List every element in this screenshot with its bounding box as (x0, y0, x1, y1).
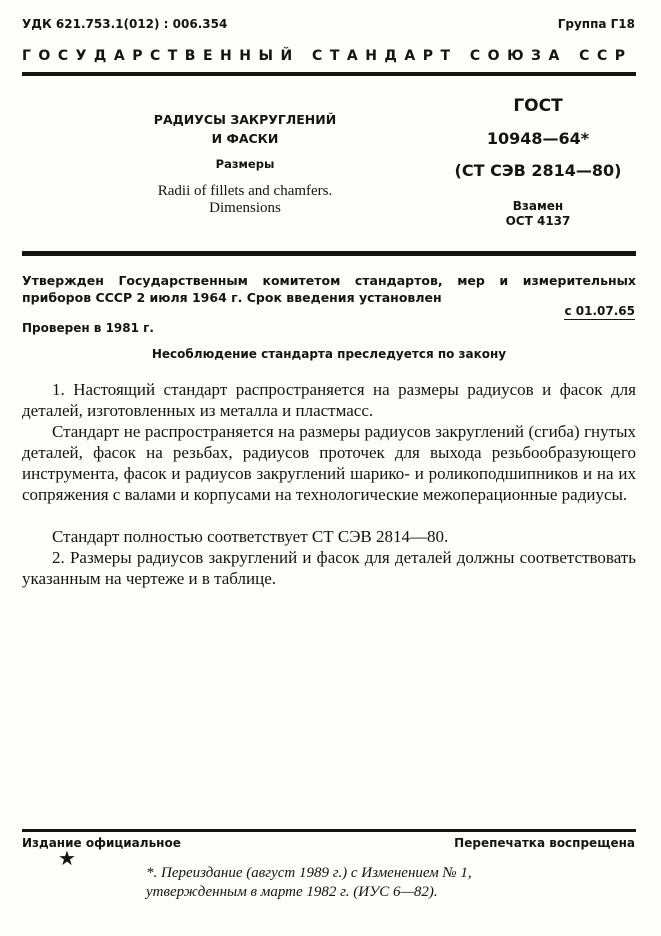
gost-number: 10948—64* (486, 129, 590, 148)
paragraph-3: Стандарт полностью соответствует СТ СЭВ 2814—80. (52, 527, 449, 546)
title-ru-subtitle: Размеры (215, 157, 275, 171)
title-en-line2: Dimensions (209, 200, 281, 216)
official-edition-label: Издание официальное (22, 836, 181, 850)
title-ru-line2: И ФАСКИ (211, 131, 279, 146)
st-sev-number: (СТ СЭВ 2814—80) (454, 161, 622, 180)
title-rule (22, 251, 636, 256)
checked-date: Проверен в 1981 г. (22, 321, 154, 335)
gost-label: ГОСТ (513, 96, 563, 116)
udk-code: УДК 621.753.1(012) : 006.354 (22, 17, 228, 31)
replaces-label: Взамен (512, 199, 564, 213)
header-rule (22, 72, 636, 76)
reprint-prohibited-label: Перепечатка воспрещена (454, 836, 635, 850)
footer-rule (22, 829, 636, 832)
approval-text: Утвержден Государственным комитетом стандартов, мер и измерительных приборов СССР 2 июля 1964 г. Срок введения установлен (22, 273, 636, 305)
title-ru-line1: РАДИУСЫ ЗАКРУГЛЕНИЙ (153, 112, 337, 127)
title-en-line1: Radii of fillets and chamfers. (157, 183, 333, 199)
group-code: Группа Г18 (557, 17, 635, 31)
paragraph-1: 1. Настоящий стандарт распространяется на размеры радиусов и фасок для деталей, изготовленных из металла и пластмасс. (22, 380, 636, 420)
star-icon: ★ (58, 846, 76, 870)
paragraph-4: 2. Размеры радиусов закруглений и фасок для деталей должны соответствовать указанным на чертеже и в таблице. (22, 548, 636, 588)
state-standard-heading: ГОСУДАРСТВЕННЫЙ СТАНДАРТ СОЮЗА ССР (22, 48, 633, 64)
replaces-value: ОСТ 4137 (505, 214, 571, 228)
paragraph-2: Стандарт не распространяется на размеры радиусов закруглений (сгиба) гнутых деталей, фасок на резьбах, радиусов проточек для выхода резьбообразующего инструмента, фасок и радиусов закруглений шарико- и роликоподшипников и на их сопряжения с валами и корпусами на технологические межоперационные радиусы. (22, 422, 636, 504)
reissue-footnote: *. Переиздание (август 1989 г.) с Изменением № 1, утвержденным в марте 1982 г. (ИУС 6—82). (146, 865, 472, 900)
law-notice: Несоблюдение стандарта преследуется по закону (151, 347, 507, 361)
effective-date: с 01.07.65 (564, 304, 635, 318)
